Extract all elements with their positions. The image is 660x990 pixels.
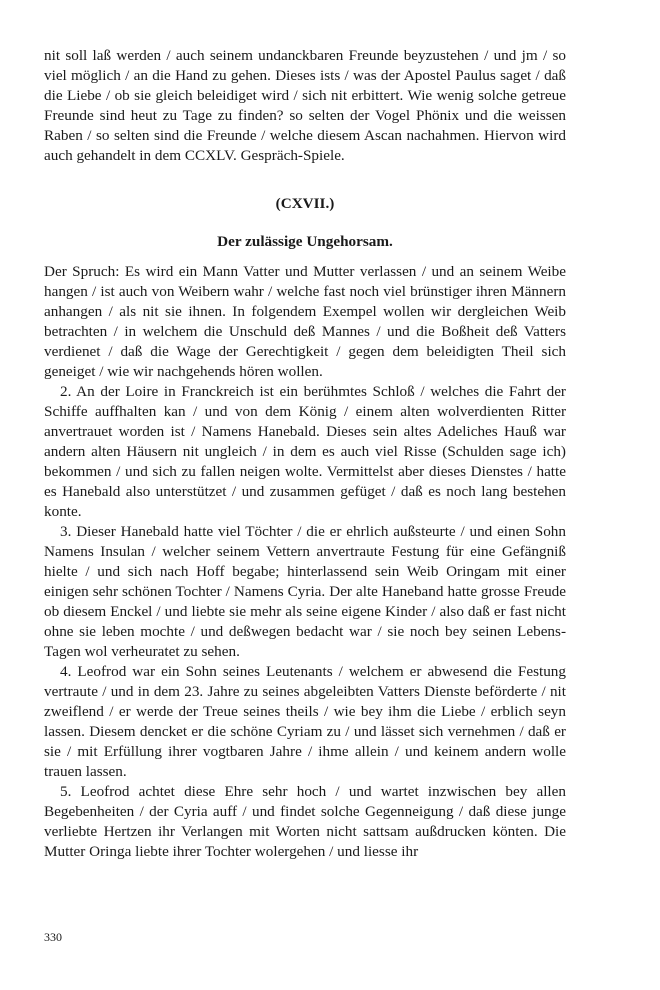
page-number: 330 (44, 930, 62, 944)
intro-paragraph: nit soll laß werden / auch seinem undanckbaren Freunde beyzustehen / und jm / so viel möglich / an die Hand zu gehen. Dieses ists / was der Apostel Paulus saget / daß die Liebe / ob sie gleich beleidiget wird / sich nit erbittert. Wie wenig solche getreue Freunde sind heut zu Tage zu finden? so selten der Vogel Phönix und die weissen Raben / so selten sind die Freunde / welche diesem Ascan nachahmen. Hiervon wird auch gehandelt in dem CCXLV. Gespräch-Spiele. (44, 47, 566, 164)
paragraph-2: 2. An der Loire in Franckreich ist ein berühmtes Schloß / welches die Fahrt der Schiffe auffhalten kan / und von dem König / einem alten wolverdienten Ritter anvertrauet worden ist / Namens Hanebald. Dieses sein altes Adeliches Hauß war andern alten Häusern nit ungleich / in dem es auch viel Risse (Schulden sage ich) bekommen / und sich zu fallen neigen wolte. Vermittelst aber dieses Dienstes / hatte es Hanebald also unterstützet / und zusammen gefüget / daß es noch lang bestehen konte. (44, 383, 566, 520)
paragraph-5: 5. Leofrod achtet diese Ehre sehr hoch / und wartet inzwischen bey allen Begebenheiten / der Cyria auff / und findet solche Gegenneigung / daß diese junge verliebte Hertzen ihr Verlangen mit Worten nicht sattsam außdrucken könten. Die Mutter Oringa liebte ihrer Tochter wolergehen / und liesse ihr (44, 783, 566, 860)
paragraph-4: 4. Leofrod war ein Sohn seines Leutenants / welchem er abwesend die Festung vertraute / und in dem 23. Jahre zu seines abgeleibten Vatters Dienste beförderte / nit zweiflend / er werde der Treue seines theils / wie bey ihm die Liebe / erblich seyn lassen. Diesem dencket er die schöne Cyriam zu / und lässet sich vernehmen / daß er sie / mit Erfüllung ihrer vogtbaren Jahre / ihme allein / und keinem andern wolle trauen lassen. (44, 663, 566, 780)
paragraph-1: Der Spruch: Es wird ein Mann Vatter und Mutter verlassen / und an seinem Weibe hangen / ist auch von Weibern wahr / welche fast noch viel brünstiger ihren Männern anhangen / als nit sie ihnen. In folgendem Exempel wollen wir dergleichen Weib betrachten / in welchem die Unschuld deß Mannes / und die Boßheit deß Vatters verdienet / daß die Wage der Gerechtigkeit / gegen dem beleidigten Theil sich geneiget / wie wir nachgehends hören wollen. (44, 263, 566, 380)
chapter-title: Der zulässige Ungehorsam. (217, 233, 393, 250)
paragraph-3: 3. Dieser Hanebald hatte viel Töchter / die er ehrlich außsteurte / und einen Sohn Namens Insulan / welcher seinem Vettern anvertraute Festung für eine Gefängniß hielte / und sich nach Hoff begabe; hinterlassend sein Weib Oringam mit einer einigen sehr schönen Tochter / Namens Cyria. Der alte Haneband hatte grosse Freude ob diesem Enckel / und liebte sie mehr als seine eigene Kinder / also daß er fast nicht ohne sie leben mochte / und deßwegen bedacht war / sie noch bey seinen Lebens-Tagen wol verheuratet zu sehen. (44, 523, 566, 660)
page-body (44, 46, 566, 862)
chapter-number: (CXVII.) (275, 195, 335, 212)
